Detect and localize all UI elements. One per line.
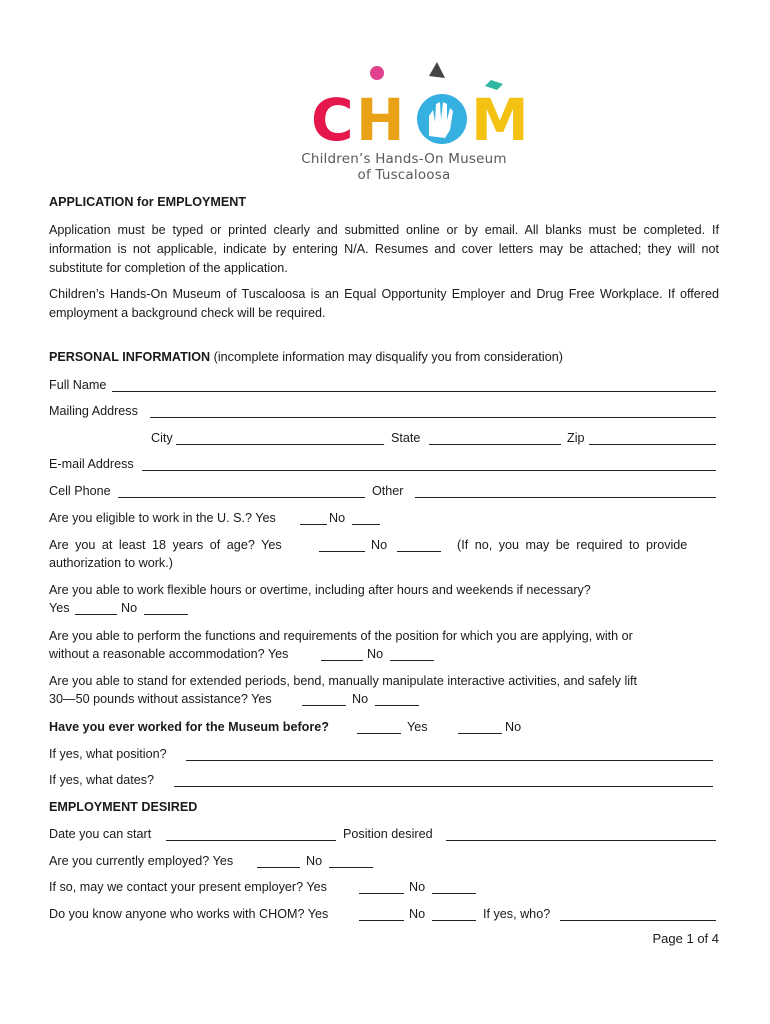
age-yes-field[interactable] <box>319 551 365 552</box>
physical-question-continued: 30—50 pounds without assistance? Yes <box>49 692 272 706</box>
start-date-label: Date you can start <box>49 827 152 841</box>
cell-phone-field[interactable] <box>118 497 365 498</box>
eligible-yes-field[interactable] <box>300 524 327 525</box>
worked-yes-label: Yes <box>407 720 428 734</box>
contact-no-field[interactable] <box>432 893 476 894</box>
eligible-row <box>49 509 719 529</box>
physical-no-field[interactable] <box>375 705 419 706</box>
logo-letter-h: H <box>356 86 405 154</box>
logo-subtitle-line2: of Tuscaloosa <box>357 167 451 183</box>
email-row <box>49 455 719 475</box>
city-state-zip-row <box>49 429 719 449</box>
cell-phone-label: Cell Phone <box>49 484 111 498</box>
physical-answer-row <box>49 690 719 710</box>
currently-employed-yes-field[interactable] <box>257 867 300 868</box>
age-no-field[interactable] <box>397 551 441 552</box>
flex-no-field[interactable] <box>144 614 188 615</box>
worked-before-row <box>49 718 719 738</box>
functions-no-label: No <box>367 647 384 661</box>
start-position-row <box>49 825 719 845</box>
zip-label: Zip <box>567 431 585 445</box>
position-desired-field[interactable] <box>446 840 716 841</box>
employment-desired-heading: EMPLOYMENT DESIRED <box>49 800 198 814</box>
functions-question-continued: without a reasonable accommodation? Yes <box>49 647 289 661</box>
chom-logo <box>259 58 549 188</box>
age-note: (If no, you may be required to provide <box>457 538 688 552</box>
pink-dot-icon <box>370 66 384 80</box>
flex-hours-answer-row <box>49 599 719 619</box>
email-label: E-mail Address <box>49 457 134 471</box>
city-field[interactable] <box>176 444 384 445</box>
eligible-no-field[interactable] <box>352 524 380 525</box>
eligible-question: Are you eligible to work in the U. S.? Yes <box>49 511 276 525</box>
page-number: Page 1 of 4 <box>652 931 719 946</box>
state-label: State <box>391 431 421 445</box>
contact-yes-field[interactable] <box>359 893 404 894</box>
worked-before-question: Have you ever worked for the Museum before? <box>49 720 329 734</box>
start-date-field[interactable] <box>166 840 336 841</box>
other-phone-field[interactable] <box>415 497 716 498</box>
document-title: APPLICATION for EMPLOYMENT <box>49 195 247 209</box>
know-anyone-question: Do you know anyone who works with CHOM? Yes <box>49 907 329 921</box>
know-yes-field[interactable] <box>359 920 404 921</box>
full-name-label: Full Name <box>49 378 107 392</box>
functions-answer-row <box>49 645 719 665</box>
worked-no-field[interactable] <box>458 733 502 734</box>
contact-no-label: No <box>409 880 426 894</box>
know-who-field[interactable] <box>560 920 716 921</box>
currently-employed-no-field[interactable] <box>329 867 373 868</box>
flex-yes-label: Yes <box>49 601 70 615</box>
currently-employed-no-label: No <box>306 854 323 868</box>
position-desired-label: Position desired <box>343 827 433 841</box>
state-field[interactable] <box>429 444 561 445</box>
eeo-paragraph: Children’s Hands-On Museum of Tuscaloosa is an Equal Opportunity Employer and Drug Free Workplace. If offered employment a background check will be required. <box>49 287 719 320</box>
functions-no-field[interactable] <box>390 660 434 661</box>
application-page <box>49 0 719 1024</box>
contact-employer-question: If so, may we contact your present employer? Yes <box>49 880 327 894</box>
contact-employer-row <box>49 878 719 898</box>
age-row <box>49 536 719 556</box>
mailing-address-label: Mailing Address <box>49 404 138 418</box>
functions-question: Are you able to perform the functions and requirements of the position for which you are applying, with or <box>49 629 633 643</box>
intro-paragraph: Application must be typed or printed clearly and submitted online or by email. All blanks must be completed. If information is not applicable, indicate by entering N/A. Resumes and cover letters may be attached; they will not substitute for completion of the application. <box>49 223 719 275</box>
logo-letter-c: C <box>311 86 354 154</box>
know-anyone-row <box>49 905 719 925</box>
personal-info-title: PERSONAL INFORMATION <box>49 350 211 364</box>
previous-position-row <box>49 745 719 765</box>
know-no-label: No <box>409 907 426 921</box>
mailing-address-field[interactable] <box>150 417 716 418</box>
mailing-address-row <box>49 402 719 422</box>
currently-employed-row <box>49 852 719 872</box>
flex-no-label: No <box>121 601 138 615</box>
previous-position-label: If yes, what position? <box>49 747 167 761</box>
city-label: City <box>151 431 173 445</box>
personal-info-note: (incomplete information may disqualify you from consideration) <box>210 350 563 364</box>
phone-row <box>49 482 719 502</box>
zip-field[interactable] <box>589 444 716 445</box>
full-name-row <box>49 376 719 396</box>
previous-dates-field[interactable] <box>174 786 713 787</box>
email-field[interactable] <box>142 470 716 471</box>
triangle-icon <box>429 62 445 78</box>
flex-yes-field[interactable] <box>75 614 117 615</box>
know-who-label: If yes, who? <box>483 907 551 921</box>
age-note-continued: authorization to work.) <box>49 556 173 570</box>
physical-no-label: No <box>352 692 369 706</box>
age-question: Are you at least 18 years of age? Yes <box>49 538 282 552</box>
other-phone-label: Other <box>372 484 404 498</box>
previous-dates-label: If yes, what dates? <box>49 773 155 787</box>
physical-question: Are you able to stand for extended periods, bend, manually manipulate interactive activities, and safely lift <box>49 674 638 688</box>
logo-letter-m: M <box>471 86 529 154</box>
previous-dates-row <box>49 771 719 791</box>
functions-yes-field[interactable] <box>321 660 363 661</box>
worked-yes-field[interactable] <box>357 733 401 734</box>
previous-position-field[interactable] <box>186 760 713 761</box>
worked-no-label: No <box>505 720 522 734</box>
physical-yes-field[interactable] <box>302 705 346 706</box>
full-name-field[interactable] <box>112 391 716 392</box>
eligible-no-label: No <box>329 511 346 525</box>
currently-employed-question: Are you currently employed? Yes <box>49 854 234 868</box>
personal-info-heading <box>49 348 719 367</box>
age-no-label: No <box>371 538 388 552</box>
know-no-field[interactable] <box>432 920 476 921</box>
flex-hours-question: Are you able to work flexible hours or overtime, including after hours and weekends if necessary? <box>49 583 591 597</box>
logo-subtitle-line1: Children’s Hands-On Museum <box>301 151 507 167</box>
